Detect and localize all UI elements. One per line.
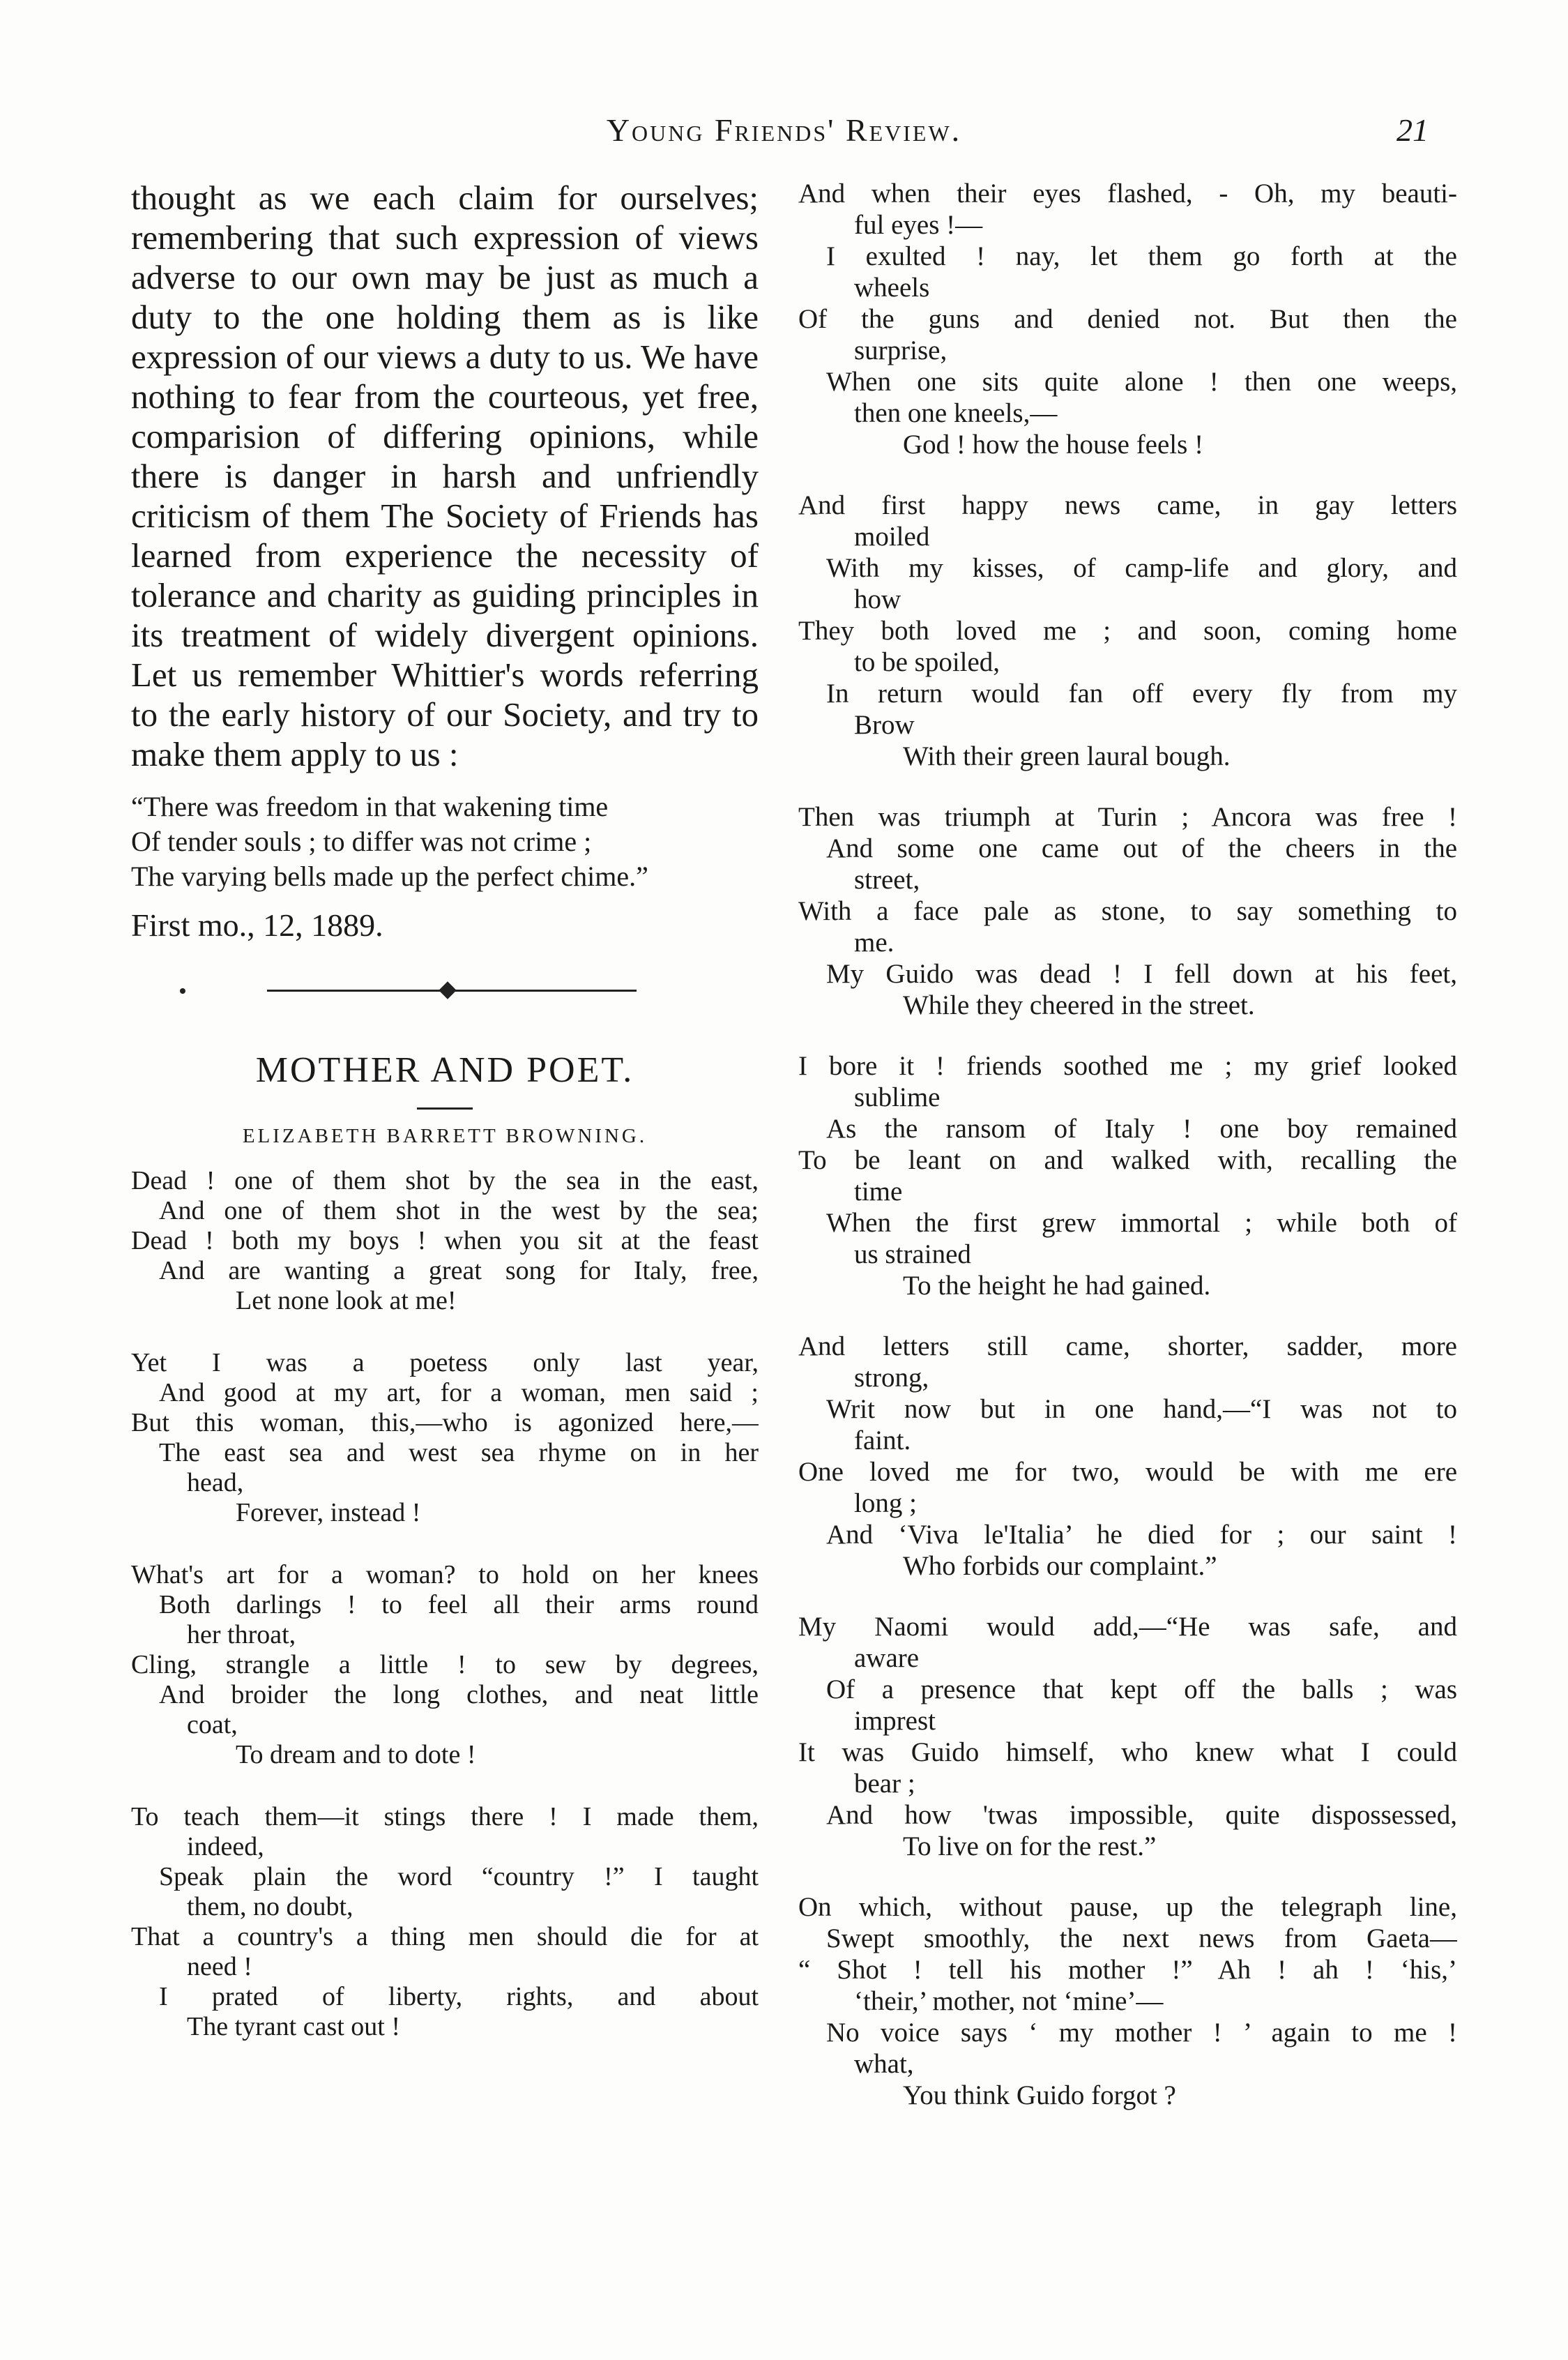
poem-line: My Naomi would add,—“He was safe, and: [798, 1612, 1457, 1642]
poem-title: MOTHER AND POET.: [255, 1050, 634, 1090]
poem-line: Both darlings ! to feel all their arms round: [159, 1590, 759, 1619]
stanza: [798, 178, 1457, 460]
stanza: [131, 1560, 759, 1770]
poem-line: And ‘Viva le'Italia’ he died for ; our saint !: [826, 1520, 1457, 1550]
poem-line: God ! how the house feels !: [903, 430, 1204, 460]
poem-left-stanzas: [131, 1166, 759, 2042]
poem-line: With my kisses, of camp-life and glory, and: [826, 553, 1457, 583]
running-head: Young Friends' Review.: [606, 112, 962, 148]
poem-line: “ Shot ! tell his mother !” Ah ! ah ! ‘his,’: [798, 1955, 1457, 1985]
poem-line: I exulted ! nay, let them go forth at the: [826, 241, 1457, 271]
poem-line: what,: [854, 2049, 914, 2079]
poem-line: imprest: [854, 1706, 936, 1736]
poem-line: No voice says ‘ my mother ! ’ again to me !: [826, 2018, 1457, 2048]
poem-line: Yet I was a poetess only last year,: [131, 1348, 759, 1377]
poem-line: That a country's a thing men should die for at: [131, 1922, 759, 1951]
poem-line: To the height he had gained.: [903, 1271, 1211, 1301]
divider-diamond: [439, 981, 456, 999]
poem-line: With a face pale as stone, to say something to: [798, 896, 1457, 926]
left-column: [131, 178, 759, 2297]
poem-line: Who forbids our complaint.”: [903, 1551, 1217, 1581]
poem-line: surprise,: [854, 335, 947, 365]
poem-line: to be spoiled,: [854, 647, 1000, 677]
poem-line: how: [854, 584, 901, 614]
poem-line: The east sea and west sea rhyme on in her: [159, 1438, 759, 1467]
stanza: [131, 1802, 759, 2042]
poem-line: I bore it ! friends soothed me ; my grief looked: [798, 1051, 1457, 1081]
poem-line: And letters still came, shorter, sadder, more: [798, 1331, 1457, 1361]
poem-line: To be leant on and walked with, recalling the: [798, 1145, 1457, 1175]
poem-line: Brow: [854, 710, 915, 740]
poem-line: us strained: [854, 1239, 971, 1269]
poem-line: You think Guido forgot ?: [903, 2080, 1176, 2110]
poem-line: It was Guido himself, who knew what I could: [798, 1737, 1457, 1767]
stanza: [798, 1331, 1457, 1582]
poem-line: And how 'twas impossible, quite dispossessed,: [826, 1800, 1457, 1830]
poem-line: One loved me for two, would be with me ere: [798, 1457, 1457, 1487]
poem-line: bear ;: [854, 1769, 915, 1799]
poem-line: And are wanting a great song for Italy, free,: [159, 1256, 759, 1285]
quote-line: The varying bells made up the perfect chime.”: [131, 861, 648, 892]
stanza: [798, 1611, 1457, 1862]
poem-line: To dream and to dote !: [236, 1740, 476, 1769]
poem-line: faint.: [854, 1425, 911, 1455]
stanza: [798, 1050, 1457, 1301]
quote-line: Of tender souls ; to differ was not crime ;: [131, 826, 592, 857]
poem-line: They both loved me ; and soon, coming home: [798, 616, 1457, 646]
poem-line: And first happy news came, in gay letters: [798, 490, 1457, 520]
poem-line: Dead ! both my boys ! when you sit at the feast: [131, 1226, 759, 1255]
poem-line: On which, without pause, up the telegraph line,: [798, 1892, 1457, 1922]
section-divider: [131, 967, 759, 1016]
poem-line: coat,: [187, 1710, 238, 1739]
poem-line: Cling, strangle a little ! to sew by degrees,: [131, 1650, 759, 1679]
poem-line: Then was triumph at Turin ; Ancora was free !: [798, 802, 1457, 832]
poem-line: My Guido was dead ! I fell down at his feet,: [826, 959, 1457, 989]
poem-line: Of a presence that kept off the balls ; was: [826, 1674, 1457, 1704]
poem-line: To teach them—it stings there ! I made them,: [131, 1802, 759, 1831]
poem-line: ‘their,’ mother, not ‘mine’—: [854, 1986, 1164, 2016]
stanza: [798, 490, 1457, 772]
poem-line: wheels: [854, 273, 930, 303]
poem-line: And some one came out of the cheers in the: [826, 833, 1457, 863]
poem-line: then one kneels,—: [854, 398, 1058, 428]
poem-line: moiled: [854, 522, 930, 552]
poem-line: her throat,: [187, 1620, 296, 1649]
quote-line: “There was freedom in that wakening time: [131, 791, 609, 822]
poem-line: time: [854, 1177, 903, 1207]
poem-line: While they cheered in the street.: [903, 990, 1255, 1020]
divider-dot: [180, 988, 185, 994]
poem-line: aware: [854, 1643, 920, 1673]
poem-line: Let none look at me!: [236, 1286, 457, 1315]
poem-line: ful eyes !—: [854, 210, 983, 240]
whittier-quote: [131, 789, 759, 894]
poem-line: street,: [854, 865, 920, 895]
poem-right-stanzas: [798, 178, 1457, 2111]
poem-line: Forever, instead !: [236, 1498, 421, 1527]
poem-line: And when their eyes flashed, - Oh, my beauti-: [798, 179, 1457, 209]
poem-line: When the first grew immortal ; while both of: [826, 1208, 1457, 1238]
poem-line: What's art for a woman? to hold on her knees: [131, 1560, 759, 1589]
poem-line: As the ransom of Italy ! one boy remained: [826, 1114, 1457, 1144]
poem-line: Of the guns and denied not. But then the: [798, 304, 1457, 334]
poem-author: ELIZABETH BARRETT BROWNING.: [242, 1125, 648, 1147]
essay-conclusion: [131, 178, 759, 774]
dateline: First mo., 12, 1889.: [131, 907, 383, 943]
poem-line: sublime: [854, 1082, 941, 1112]
poem-line: Writ now but in one hand,—“I was not to: [826, 1394, 1457, 1424]
poem-line: When one sits quite alone ! then one weeps,: [826, 367, 1457, 397]
poem-line: And good at my art, for a woman, men said ;: [159, 1378, 759, 1407]
page-number: 21: [1396, 112, 1429, 148]
poem-line: But this woman, this,—who is agonized here,—: [131, 1408, 759, 1437]
poem-line: With their green laural bough.: [903, 741, 1231, 771]
stanza: [131, 1348, 759, 1528]
poem-line: strong,: [854, 1363, 929, 1393]
poem-line: me.: [854, 928, 895, 958]
poem-line: them, no doubt,: [187, 1892, 353, 1921]
poem-line: head,: [187, 1468, 244, 1497]
stanza: [131, 1166, 759, 1316]
stanza: [798, 801, 1457, 1021]
poem-line: I prated of liberty, rights, and about: [159, 1982, 759, 2011]
poem-line: Swept smoothly, the next news from Gaeta—: [826, 1923, 1457, 1953]
poem-line: And broider the long clothes, and neat little: [159, 1680, 759, 1709]
page-header: [0, 112, 1568, 167]
poem-line: indeed,: [187, 1832, 264, 1861]
poem-line: In return would fan off every fly from my: [826, 679, 1457, 709]
poem-line: long ;: [854, 1488, 917, 1518]
right-column: [798, 178, 1457, 2297]
essay-paragraph: thought as we each claim for ourselves; remembering that such expression of views adverse to our own may be just as much a duty to the one holding them as is like expression of our views a duty to us. We have nothing to fear from the courteous, yet free, comparision of differing opinions, while there is danger in harsh and unfriendly criticism of them The Society of Friends has learned from experience the necessity of tolerance and charity as guiding principles in its treatment of widely divergent opinions. Let us remember Whittier's words referring to the early history of our Society, and try to make them apply to us :: [131, 179, 759, 773]
title-rule: [417, 1107, 473, 1110]
poem-line: To live on for the rest.”: [903, 1831, 1157, 1861]
poem-line: Speak plain the word “country !” I taught: [159, 1862, 759, 1891]
poem-line: need !: [187, 1952, 252, 1981]
poem-line: The tyrant cast out !: [187, 2012, 401, 2041]
stanza: [798, 1891, 1457, 2111]
poem-line: Dead ! one of them shot by the sea in the east,: [131, 1166, 759, 1195]
poem-line: And one of them shot in the west by the sea;: [159, 1196, 759, 1225]
